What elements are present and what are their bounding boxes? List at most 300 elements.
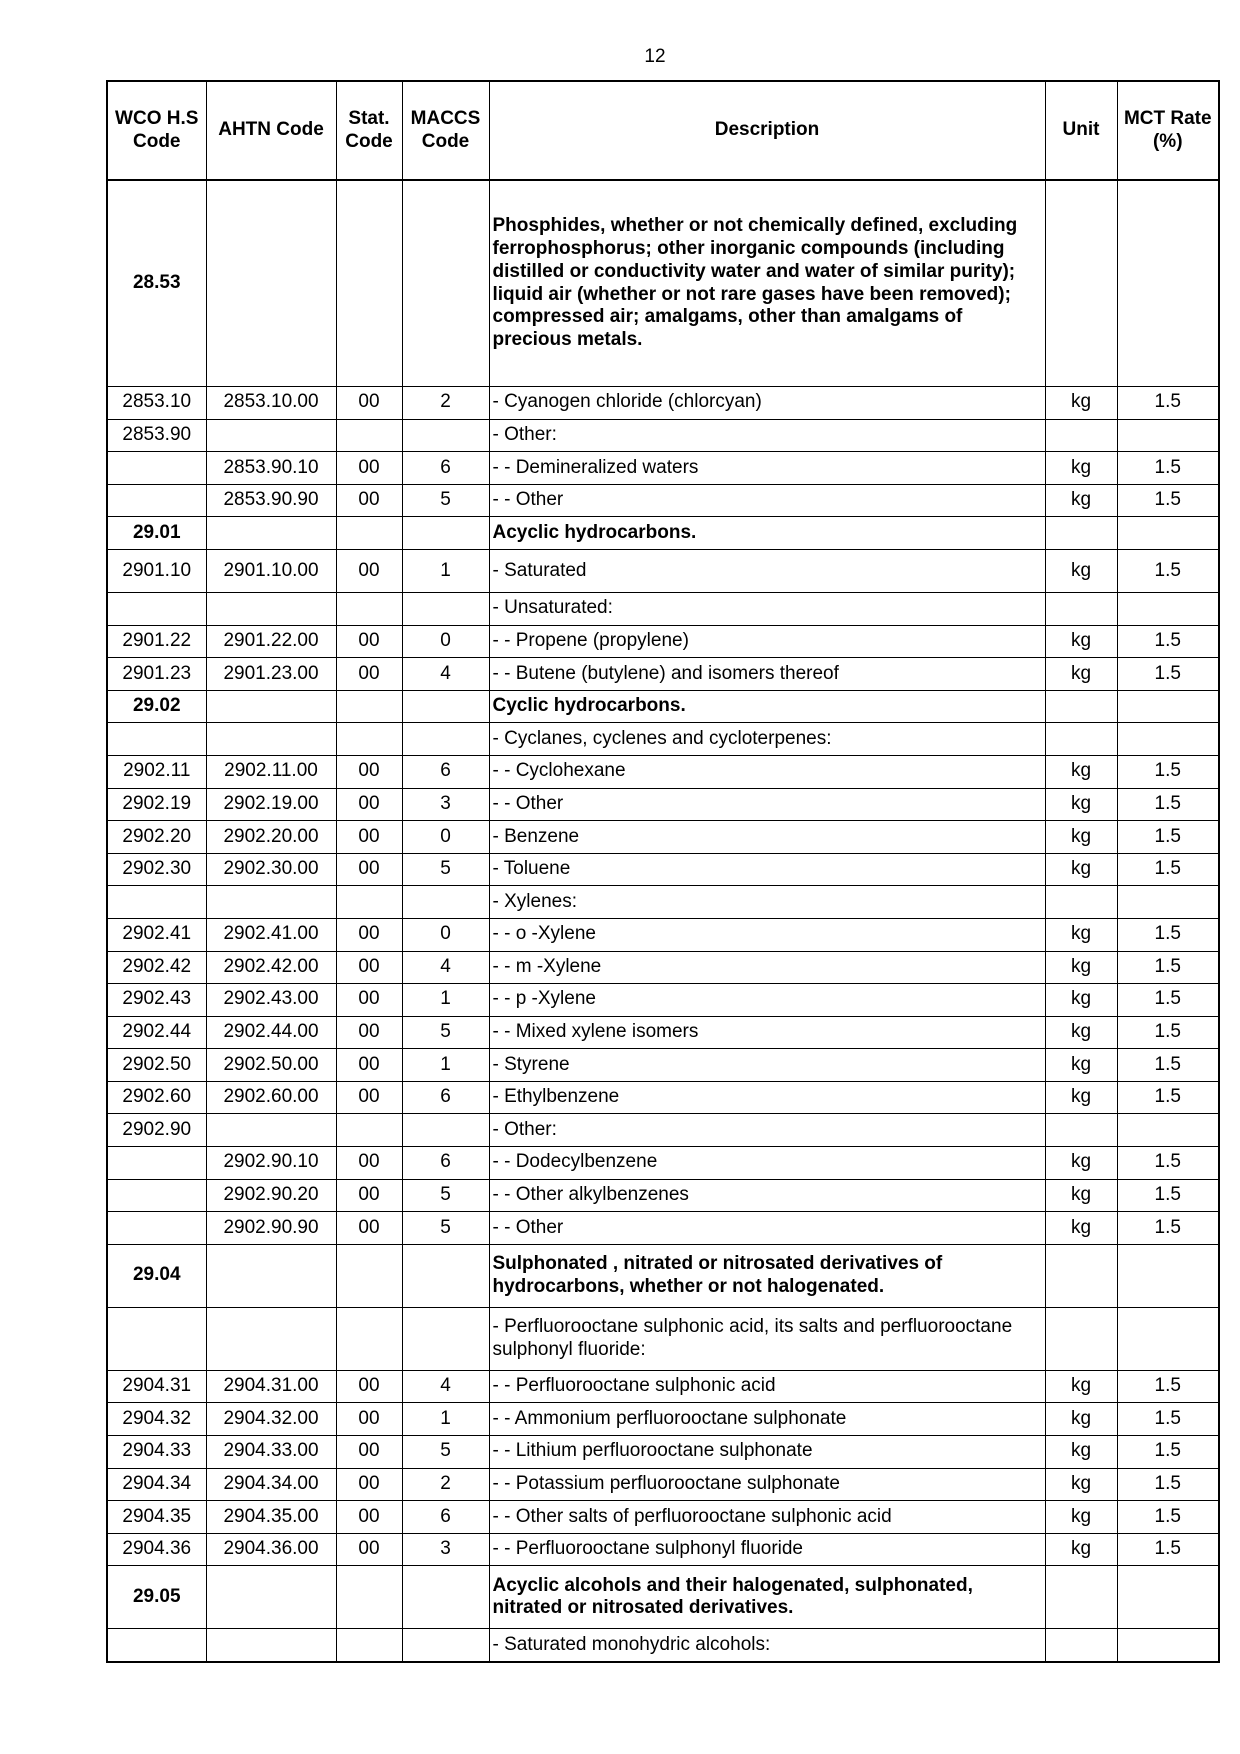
cell-unit <box>1045 1114 1117 1147</box>
cell-mct-rate: 1.5 <box>1117 1501 1219 1534</box>
table-row <box>107 788 1219 821</box>
table-row <box>107 755 1219 788</box>
cell-maccs-code <box>402 1114 489 1147</box>
cell-ahtn-code: 2902.43.00 <box>206 984 336 1017</box>
cell-maccs-code <box>402 517 489 550</box>
cell-unit: kg <box>1045 1370 1117 1403</box>
cell-mct-rate: 1.5 <box>1117 625 1219 658</box>
page-number: 12 <box>644 46 666 67</box>
cell-ahtn-code <box>206 690 336 723</box>
cell-description: - Xylenes: <box>489 886 1045 919</box>
table-row <box>107 1179 1219 1212</box>
cell-description: - - Dodecylbenzene <box>489 1147 1045 1180</box>
cell-ahtn-code: 2902.90.90 <box>206 1212 336 1245</box>
cell-description: - Styrene <box>489 1049 1045 1082</box>
cell-wco-code <box>107 1307 206 1370</box>
cell-mct-rate: 1.5 <box>1117 1212 1219 1245</box>
cell-maccs-code <box>402 1629 489 1662</box>
cell-stat-code: 00 <box>336 549 402 592</box>
cell-description: - - p -Xylene <box>489 984 1045 1017</box>
cell-maccs-code: 5 <box>402 484 489 517</box>
cell-wco-code: 29.05 <box>107 1566 206 1629</box>
cell-stat-code: 00 <box>336 1468 402 1501</box>
cell-unit: kg <box>1045 387 1117 420</box>
cell-mct-rate: 1.5 <box>1117 1049 1219 1082</box>
table-row <box>107 1533 1219 1566</box>
cell-description: - - o -Xylene <box>489 918 1045 951</box>
cell-maccs-code: 3 <box>402 1533 489 1566</box>
heading-row <box>107 1244 1219 1307</box>
cell-mct-rate: 1.5 <box>1117 1370 1219 1403</box>
cell-ahtn-code: 2902.60.00 <box>206 1081 336 1114</box>
cell-ahtn-code: 2902.90.10 <box>206 1147 336 1180</box>
tariff-table <box>106 80 1220 1663</box>
cell-mct-rate <box>1117 419 1219 452</box>
header-wco-hs-code: WCO H.S Code <box>107 81 206 180</box>
cell-stat-code: 00 <box>336 1501 402 1534</box>
cell-unit: kg <box>1045 853 1117 886</box>
cell-ahtn-code: 2901.10.00 <box>206 549 336 592</box>
cell-wco-code <box>107 592 206 625</box>
cell-wco-code: 2904.36 <box>107 1533 206 1566</box>
cell-unit <box>1045 419 1117 452</box>
cell-wco-code: 2904.34 <box>107 1468 206 1501</box>
cell-wco-code <box>107 723 206 756</box>
cell-unit: kg <box>1045 452 1117 485</box>
header-unit: Unit <box>1045 81 1117 180</box>
cell-description: - - Other alkylbenzenes <box>489 1179 1045 1212</box>
cell-ahtn-code: 2902.50.00 <box>206 1049 336 1082</box>
cell-maccs-code: 1 <box>402 549 489 592</box>
cell-wco-code <box>107 1179 206 1212</box>
cell-unit: kg <box>1045 1049 1117 1082</box>
cell-mct-rate: 1.5 <box>1117 1179 1219 1212</box>
cell-ahtn-code: 2904.36.00 <box>206 1533 336 1566</box>
cell-mct-rate <box>1117 1307 1219 1370</box>
cell-mct-rate <box>1117 517 1219 550</box>
cell-stat-code <box>336 592 402 625</box>
cell-stat-code: 00 <box>336 1533 402 1566</box>
cell-maccs-code: 5 <box>402 1436 489 1469</box>
cell-mct-rate: 1.5 <box>1117 1436 1219 1469</box>
cell-description: - - Propene (propylene) <box>489 625 1045 658</box>
cell-wco-code: 28.53 <box>107 180 206 387</box>
cell-wco-code: 2901.22 <box>107 625 206 658</box>
table-header-row <box>107 81 1219 180</box>
cell-stat-code: 00 <box>336 853 402 886</box>
cell-stat-code <box>336 1629 402 1662</box>
cell-unit: kg <box>1045 625 1117 658</box>
cell-ahtn-code: 2902.11.00 <box>206 755 336 788</box>
cell-description: - - Lithium perfluorooctane sulphonate <box>489 1436 1045 1469</box>
cell-wco-code: 2902.43 <box>107 984 206 1017</box>
cell-unit: kg <box>1045 1468 1117 1501</box>
cell-ahtn-code <box>206 1307 336 1370</box>
cell-mct-rate: 1.5 <box>1117 755 1219 788</box>
cell-mct-rate <box>1117 592 1219 625</box>
cell-unit: kg <box>1045 1081 1117 1114</box>
cell-ahtn-code: 2904.34.00 <box>206 1468 336 1501</box>
cell-unit: kg <box>1045 484 1117 517</box>
cell-ahtn-code: 2902.41.00 <box>206 918 336 951</box>
cell-stat-code: 00 <box>336 1081 402 1114</box>
cell-ahtn-code: 2901.23.00 <box>206 658 336 691</box>
cell-wco-code <box>107 886 206 919</box>
cell-stat-code <box>336 180 402 387</box>
cell-mct-rate: 1.5 <box>1117 984 1219 1017</box>
cell-unit <box>1045 1566 1117 1629</box>
cell-mct-rate: 1.5 <box>1117 788 1219 821</box>
table-row <box>107 1114 1219 1147</box>
table-row <box>107 592 1219 625</box>
cell-ahtn-code: 2853.90.90 <box>206 484 336 517</box>
cell-unit <box>1045 723 1117 756</box>
cell-unit <box>1045 1244 1117 1307</box>
cell-unit: kg <box>1045 984 1117 1017</box>
cell-maccs-code: 5 <box>402 1179 489 1212</box>
cell-maccs-code <box>402 1244 489 1307</box>
cell-mct-rate <box>1117 1244 1219 1307</box>
cell-description: - Other: <box>489 1114 1045 1147</box>
cell-ahtn-code: 2902.44.00 <box>206 1016 336 1049</box>
cell-ahtn-code: 2901.22.00 <box>206 625 336 658</box>
cell-unit <box>1045 592 1117 625</box>
cell-maccs-code: 6 <box>402 1081 489 1114</box>
cell-maccs-code: 1 <box>402 1049 489 1082</box>
cell-mct-rate: 1.5 <box>1117 1468 1219 1501</box>
cell-maccs-code: 0 <box>402 625 489 658</box>
cell-unit: kg <box>1045 951 1117 984</box>
cell-wco-code: 2853.10 <box>107 387 206 420</box>
table-row <box>107 1147 1219 1180</box>
cell-maccs-code: 6 <box>402 755 489 788</box>
cell-description: Acyclic alcohols and their halogenated, sulphonated, nitrated or nitrosated derivatives. <box>489 1566 1045 1629</box>
cell-wco-code: 2902.90 <box>107 1114 206 1147</box>
cell-description: - - Perfluorooctane sulphonic acid <box>489 1370 1045 1403</box>
table-row <box>107 1081 1219 1114</box>
cell-ahtn-code: 2853.10.00 <box>206 387 336 420</box>
cell-description: - - m -Xylene <box>489 951 1045 984</box>
cell-wco-code: 2904.35 <box>107 1501 206 1534</box>
cell-wco-code: 2904.33 <box>107 1436 206 1469</box>
cell-mct-rate <box>1117 180 1219 387</box>
cell-stat-code: 00 <box>336 984 402 1017</box>
cell-stat-code: 00 <box>336 821 402 854</box>
cell-stat-code: 00 <box>336 1049 402 1082</box>
table-row <box>107 387 1219 420</box>
heading-row <box>107 1566 1219 1629</box>
cell-description: - - Other <box>489 1212 1045 1245</box>
cell-wco-code: 2902.50 <box>107 1049 206 1082</box>
cell-mct-rate: 1.5 <box>1117 1081 1219 1114</box>
cell-unit: kg <box>1045 918 1117 951</box>
cell-ahtn-code: 2904.31.00 <box>206 1370 336 1403</box>
cell-mct-rate <box>1117 886 1219 919</box>
cell-ahtn-code: 2853.90.10 <box>206 452 336 485</box>
table-row <box>107 723 1219 756</box>
table-row <box>107 484 1219 517</box>
cell-mct-rate: 1.5 <box>1117 1147 1219 1180</box>
cell-stat-code: 00 <box>336 788 402 821</box>
cell-ahtn-code <box>206 723 336 756</box>
table-row <box>107 625 1219 658</box>
cell-stat-code: 00 <box>336 1370 402 1403</box>
cell-wco-code: 2902.42 <box>107 951 206 984</box>
cell-maccs-code: 4 <box>402 951 489 984</box>
cell-description: - - Other <box>489 484 1045 517</box>
cell-description: - - Mixed xylene isomers <box>489 1016 1045 1049</box>
cell-unit: kg <box>1045 1212 1117 1245</box>
cell-ahtn-code: 2904.35.00 <box>206 1501 336 1534</box>
header-maccs-code: MACCS Code <box>402 81 489 180</box>
heading-row <box>107 180 1219 387</box>
cell-ahtn-code <box>206 1629 336 1662</box>
cell-stat-code <box>336 1244 402 1307</box>
cell-stat-code: 00 <box>336 1436 402 1469</box>
cell-maccs-code: 4 <box>402 658 489 691</box>
header-description: Description <box>489 81 1045 180</box>
cell-stat-code <box>336 886 402 919</box>
cell-ahtn-code <box>206 1114 336 1147</box>
cell-ahtn-code: 2902.42.00 <box>206 951 336 984</box>
cell-wco-code <box>107 1147 206 1180</box>
cell-unit: kg <box>1045 1501 1117 1534</box>
cell-description: Sulphonated , nitrated or nitrosated derivatives of hydrocarbons, whether or not halogenated. <box>489 1244 1045 1307</box>
cell-ahtn-code <box>206 592 336 625</box>
cell-maccs-code <box>402 419 489 452</box>
cell-unit <box>1045 690 1117 723</box>
cell-description: Phosphides, whether or not chemically defined, excluding ferrophosphorus; other inorganic compounds (including distilled or conductivity water and water of similar purity); liquid air (whether or not rare gases have been removed); compressed air; amalgams, other than amalgams of precious metals. <box>489 180 1045 387</box>
table-row <box>107 821 1219 854</box>
cell-description: - Unsaturated: <box>489 592 1045 625</box>
cell-wco-code: 29.02 <box>107 690 206 723</box>
cell-mct-rate <box>1117 1114 1219 1147</box>
cell-stat-code <box>336 517 402 550</box>
cell-wco-code: 29.01 <box>107 517 206 550</box>
cell-description: Acyclic hydrocarbons. <box>489 517 1045 550</box>
cell-maccs-code <box>402 690 489 723</box>
cell-maccs-code: 5 <box>402 1212 489 1245</box>
cell-ahtn-code: 2904.33.00 <box>206 1436 336 1469</box>
cell-maccs-code: 6 <box>402 452 489 485</box>
cell-mct-rate: 1.5 <box>1117 484 1219 517</box>
cell-stat-code: 00 <box>336 755 402 788</box>
cell-description: - - Other salts of perfluorooctane sulphonic acid <box>489 1501 1045 1534</box>
cell-description: - Ethylbenzene <box>489 1081 1045 1114</box>
cell-description: - Saturated monohydric alcohols: <box>489 1629 1045 1662</box>
cell-mct-rate: 1.5 <box>1117 1533 1219 1566</box>
cell-stat-code <box>336 723 402 756</box>
table-row <box>107 658 1219 691</box>
cell-ahtn-code <box>206 1244 336 1307</box>
cell-mct-rate <box>1117 690 1219 723</box>
cell-stat-code <box>336 1114 402 1147</box>
cell-unit <box>1045 517 1117 550</box>
cell-wco-code: 2902.41 <box>107 918 206 951</box>
cell-wco-code <box>107 484 206 517</box>
cell-ahtn-code: 2902.90.20 <box>206 1179 336 1212</box>
cell-mct-rate <box>1117 1629 1219 1662</box>
cell-mct-rate: 1.5 <box>1117 658 1219 691</box>
heading-row <box>107 517 1219 550</box>
cell-wco-code <box>107 1212 206 1245</box>
cell-maccs-code: 6 <box>402 1501 489 1534</box>
cell-description: - Perfluorooctane sulphonic acid, its salts and perfluorooctane sulphonyl fluoride: <box>489 1307 1045 1370</box>
table-row <box>107 419 1219 452</box>
cell-stat-code: 00 <box>336 452 402 485</box>
cell-ahtn-code <box>206 419 336 452</box>
cell-wco-code: 2902.11 <box>107 755 206 788</box>
cell-maccs-code <box>402 886 489 919</box>
cell-maccs-code: 5 <box>402 1016 489 1049</box>
table-row <box>107 1629 1219 1662</box>
cell-wco-code: 2902.60 <box>107 1081 206 1114</box>
cell-description: Cyclic hydrocarbons. <box>489 690 1045 723</box>
cell-stat-code: 00 <box>336 1179 402 1212</box>
cell-description: - - Butene (butylene) and isomers thereof <box>489 658 1045 691</box>
table-row <box>107 1468 1219 1501</box>
cell-description: - - Ammonium perfluorooctane sulphonate <box>489 1403 1045 1436</box>
cell-description: - - Other <box>489 788 1045 821</box>
cell-maccs-code <box>402 592 489 625</box>
cell-maccs-code <box>402 723 489 756</box>
cell-stat-code: 00 <box>336 1016 402 1049</box>
cell-description: - Cyanogen chloride (chlorcyan) <box>489 387 1045 420</box>
cell-maccs-code: 1 <box>402 1403 489 1436</box>
header-stat-code: Stat. Code <box>336 81 402 180</box>
cell-description: - Other: <box>489 419 1045 452</box>
cell-wco-code <box>107 1629 206 1662</box>
cell-unit <box>1045 886 1117 919</box>
cell-stat-code: 00 <box>336 387 402 420</box>
cell-wco-code: 2902.30 <box>107 853 206 886</box>
cell-maccs-code: 3 <box>402 788 489 821</box>
cell-description: - Benzene <box>489 821 1045 854</box>
cell-stat-code <box>336 690 402 723</box>
cell-stat-code: 00 <box>336 484 402 517</box>
table-row <box>107 1436 1219 1469</box>
cell-unit: kg <box>1045 821 1117 854</box>
cell-stat-code <box>336 1307 402 1370</box>
cell-mct-rate <box>1117 723 1219 756</box>
cell-unit <box>1045 1307 1117 1370</box>
cell-unit: kg <box>1045 788 1117 821</box>
cell-description: - - Potassium perfluorooctane sulphonate <box>489 1468 1045 1501</box>
cell-wco-code <box>107 452 206 485</box>
cell-description: - Saturated <box>489 549 1045 592</box>
cell-mct-rate: 1.5 <box>1117 853 1219 886</box>
cell-ahtn-code <box>206 517 336 550</box>
cell-ahtn-code <box>206 1566 336 1629</box>
cell-stat-code: 00 <box>336 951 402 984</box>
cell-ahtn-code: 2902.20.00 <box>206 821 336 854</box>
cell-stat-code <box>336 1566 402 1629</box>
cell-mct-rate: 1.5 <box>1117 918 1219 951</box>
cell-stat-code: 00 <box>336 1212 402 1245</box>
cell-unit: kg <box>1045 1147 1117 1180</box>
cell-maccs-code <box>402 1566 489 1629</box>
cell-mct-rate: 1.5 <box>1117 951 1219 984</box>
cell-wco-code: 2904.31 <box>107 1370 206 1403</box>
cell-ahtn-code <box>206 180 336 387</box>
cell-wco-code: 2902.44 <box>107 1016 206 1049</box>
cell-description: - - Perfluorooctane sulphonyl fluoride <box>489 1533 1045 1566</box>
cell-ahtn-code: 2904.32.00 <box>206 1403 336 1436</box>
cell-unit <box>1045 1629 1117 1662</box>
cell-description: - - Demineralized waters <box>489 452 1045 485</box>
cell-description: - - Cyclohexane <box>489 755 1045 788</box>
cell-maccs-code: 2 <box>402 387 489 420</box>
cell-wco-code: 2853.90 <box>107 419 206 452</box>
table-row <box>107 1307 1219 1370</box>
table-row <box>107 918 1219 951</box>
cell-unit: kg <box>1045 1436 1117 1469</box>
cell-stat-code: 00 <box>336 918 402 951</box>
cell-unit: kg <box>1045 549 1117 592</box>
cell-maccs-code <box>402 1307 489 1370</box>
cell-description: - Toluene <box>489 853 1045 886</box>
table-row <box>107 1501 1219 1534</box>
cell-ahtn-code: 2902.30.00 <box>206 853 336 886</box>
cell-mct-rate: 1.5 <box>1117 452 1219 485</box>
cell-mct-rate: 1.5 <box>1117 1403 1219 1436</box>
cell-maccs-code <box>402 180 489 387</box>
cell-unit: kg <box>1045 1403 1117 1436</box>
cell-stat-code: 00 <box>336 658 402 691</box>
table-row <box>107 1049 1219 1082</box>
cell-unit <box>1045 180 1117 387</box>
cell-maccs-code: 2 <box>402 1468 489 1501</box>
cell-unit: kg <box>1045 1533 1117 1566</box>
cell-maccs-code: 6 <box>402 1147 489 1180</box>
table-row <box>107 452 1219 485</box>
cell-unit: kg <box>1045 658 1117 691</box>
cell-stat-code: 00 <box>336 1403 402 1436</box>
cell-wco-code: 29.04 <box>107 1244 206 1307</box>
cell-mct-rate: 1.5 <box>1117 387 1219 420</box>
table-row <box>107 951 1219 984</box>
cell-mct-rate <box>1117 1566 1219 1629</box>
cell-maccs-code: 5 <box>402 853 489 886</box>
cell-unit: kg <box>1045 1179 1117 1212</box>
cell-wco-code: 2901.23 <box>107 658 206 691</box>
cell-wco-code: 2902.20 <box>107 821 206 854</box>
header-mct-rate: MCT Rate (%) <box>1117 81 1219 180</box>
cell-stat-code: 00 <box>336 1147 402 1180</box>
table-row <box>107 1016 1219 1049</box>
cell-ahtn-code: 2902.19.00 <box>206 788 336 821</box>
heading-row <box>107 690 1219 723</box>
cell-maccs-code: 1 <box>402 984 489 1017</box>
cell-mct-rate: 1.5 <box>1117 821 1219 854</box>
table-row <box>107 886 1219 919</box>
cell-maccs-code: 4 <box>402 1370 489 1403</box>
cell-ahtn-code <box>206 886 336 919</box>
cell-mct-rate: 1.5 <box>1117 549 1219 592</box>
cell-stat-code: 00 <box>336 625 402 658</box>
cell-unit: kg <box>1045 1016 1117 1049</box>
cell-mct-rate: 1.5 <box>1117 1016 1219 1049</box>
table-row <box>107 1370 1219 1403</box>
table-row <box>107 1403 1219 1436</box>
cell-wco-code: 2904.32 <box>107 1403 206 1436</box>
table-row <box>107 984 1219 1017</box>
table-row <box>107 853 1219 886</box>
table-body <box>107 180 1219 1662</box>
cell-wco-code: 2902.19 <box>107 788 206 821</box>
cell-maccs-code: 0 <box>402 918 489 951</box>
cell-maccs-code: 0 <box>402 821 489 854</box>
